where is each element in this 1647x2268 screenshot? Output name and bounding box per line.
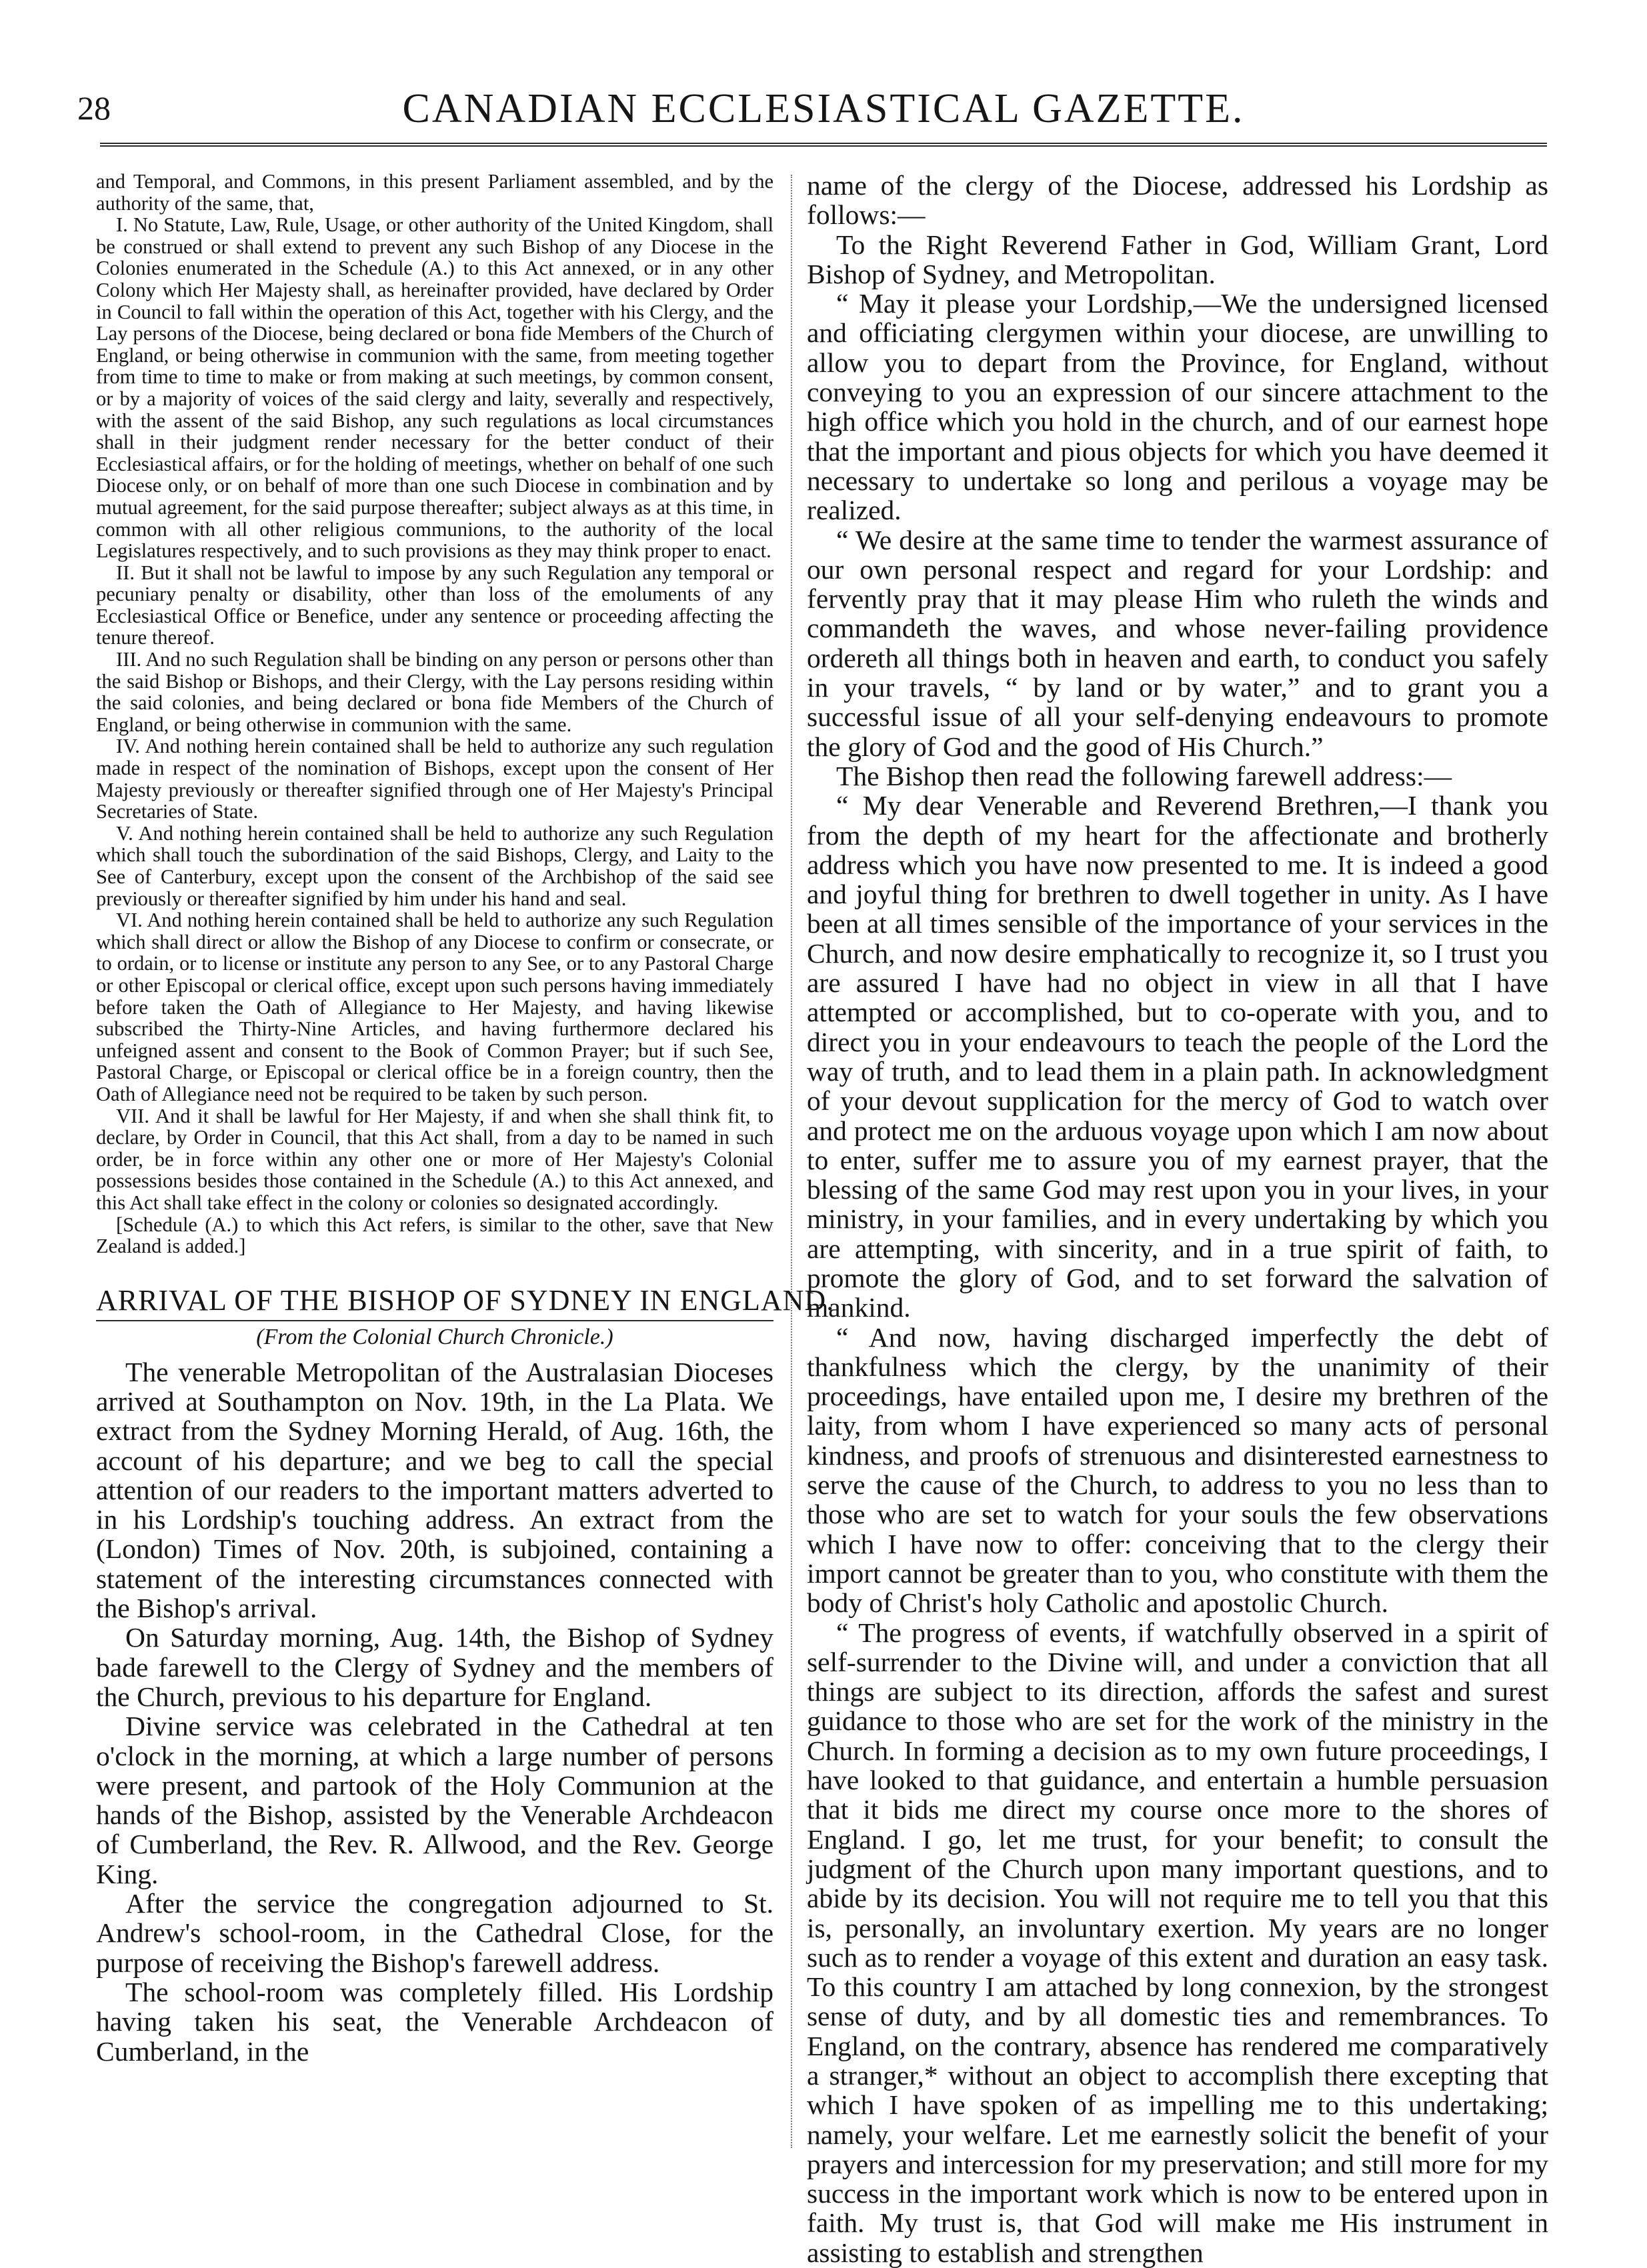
article-body	[96, 1357, 773, 2066]
act-paragraph: and Temporal, and Commons, in this present Parliament assembled, and by the authority of the same, that,	[96, 170, 773, 215]
address-salutation: To the Right Reverend Father in God, William Grant, Lord Bishop of Sydney, and Metropolitan.	[807, 229, 1548, 289]
clergy-address: “ May it please your Lordship,—We the undersigned licensed and officiating clergymen within your diocese, are unwilling to allow you to depart from the Province, for England, without conveying to you an expression of our sincere attachment to the high office which you hold in the church, and of our earnest hope that the important and pious objects for which you have deemed it necessary to undertake so long and perilous a voyage may be realized.	[807, 288, 1548, 526]
header-rule	[100, 143, 1547, 147]
left-column	[96, 170, 835, 2157]
schedule-note: [Schedule (A.) to which this Act refers, is similar to the other, save that New Zealand is added.]	[96, 1213, 773, 1258]
article-paragraph: On Saturday morning, Aug. 14th, the Bishop of Sydney bade farewell to the Clergy of Sydney and the members of the Church, previous to his departure for England.	[96, 1622, 773, 1712]
bishop-address: “ The progress of events, if watchfully observed in a spirit of self-surrender to the Divine will, and under a conviction that all things are subject to its direction, affords the safest and surest guidance to those who are set for the work of the ministry in the Church. In forming a decision as to my own future proceedings, I have looked to that guidance, and entertain a humble persuasion that it bids me direct my course once more to the shores of England. I go, let me trust, for your benefit; to consult the judgment of the Church upon many important questions, and to abide by its decision. You will not require me to tell you that this is, personally, an involuntary exertion. My years are no longer such as to render a voyage of this extent and duration an easy task. To this country I am attached by long connexion, by the strongest sense of duty, and by all domestic ties and remembrances. To England, on the contrary, absence has rendered me comparatively a stranger,* without an object to accomplish there excepting that which I have spoken of as impelling me to this undertaking; namely, your welfare. Let me earnestly solicit the benefit of your prayers and intercession for my preservation; and still more for my success in the important work which is now to be entered upon in faith. My trust is, that God will make me His instrument in assisting to establish and strengthen	[807, 1617, 1548, 2268]
act-section-2: II. But it shall not be lawful to impose by any such Regulation any temporal or pecuniary penalty or disability, other than loss of the emoluments of any Ecclesiastical Office or Benefice, under any sentence or proceeding affecting the tenure thereof.	[96, 561, 773, 649]
act-section-1: I. No Statute, Law, Rule, Usage, or other authority of the United Kingdom, shall be construed or shall extend to prevent any such Bishop of any Diocese in the Colonies enumerated in the Schedule (A.) to this Act annexed, or in any other Colony which Her Majesty shall, as hereinafter provided, have declared by Order in Council to fall within the operation of this Act, together with his Clergy, and the Lay persons of the Diocese, being declared or bona fide Members of the Church of England, or being otherwise in communion with the same, from meeting together from time to time to make or from making at such meetings, by common consent, or by a majority of voices of the said clergy and laity, severally and respectively, with the assent of the said Bishop, any such regulations as local circumstances shall in their judgment render necessary for the better conduct of their Ecclesiastical affairs, or for the holding of meetings, whether on behalf of one such Diocese only, or on behalf of more than one such Diocese in combination and by mutual agreement, for the said purpose thereafter; subject always as at this time, in common with all other religious communions, to the authority of the local Legislatures respectively, and to such provisions as they may think proper to enact.	[96, 213, 773, 563]
article-paragraph: After the service the congregation adjourned to St. Andrew's school-room, in the Cathedral Close, for the purpose of receiving the Bishop's farewell address.	[96, 1888, 773, 1978]
right-column	[807, 170, 1548, 2268]
article-paragraph: The venerable Metropolitan of the Australasian Dioceses arrived at Southampton on Nov. 19th, in the La Plata. We extract from the Sydney Morning Herald, of Aug. 16th, the account of his departure; and we beg to call the special attention of our readers to the important matters adverted to in his Lordship's touching address. An extract from the (London) Times of Nov. 20th, is subjoined, containing a statement of the interesting circumstances connected with the Bishop's arrival.	[96, 1356, 773, 1624]
article-source: (From the Colonial Church Chronicle.)	[256, 1324, 613, 1349]
act-section-6: VI. And nothing herein contained shall be held to authorize any such Regulation which shall direct or allow the Bishop of any Diocese to confirm or consecrate, or to ordain, or to license or institute any person to any See, or to any Pastoral Charge or other Episcopal or clerical office, except upon such persons having immediately before taken the Oath of Allegiance to Her Majesty, and having likewise subscribed the Thirty-Nine Articles, and having furthermore declared his unfeigned assent and consent to the Book of Common Prayer; but if such See, Pastoral Charge, or Episcopal or clerical office be in a foreign country, then the Oath of Allegiance need not be required to be taken by such person.	[96, 909, 773, 1105]
bishop-address: “ And now, having discharged imperfectly the debt of thankfulness which the clergy, by the unanimity of their proceedings, have entailed upon me, I desire my brethren of the laity, from whom I have experienced so many acts of personal kindness, and proofs of strenuous and disinterested earnestness to serve the cause of the Church, to address to you no less than to those who are set to watch for your souls the few observations which I have now to offer: conceiving that to the clergy their import cannot be greater than to you, who constitute with them the body of Christ's holy Catholic and apostolic Church.	[807, 1321, 1548, 1619]
running-title: CANADIAN ECCLESIASTICAL GAZETTE.	[402, 86, 1245, 131]
act-section-7: VII. And it shall be lawful for Her Majesty, if and when she shall think fit, to declare, by Order in Council, that this Act shall, from a day to be named in such order, be in force within any other one or more of Her Majesty's Colonial possessions besides those contained in the Schedule (A.) to this Act annexed, and this Act shall take effect in the colony or colonies so designated accordingly.	[96, 1104, 773, 1214]
article-paragraph: name of the clergy of the Diocese, addressed his Lordship as follows:—	[807, 170, 1548, 231]
page-number: 28	[77, 89, 111, 127]
article-paragraph: The Bishop then read the following farewell address:—	[836, 760, 1452, 791]
act-section-3: III. And no such Regulation shall be binding on any person or persons other than the said Bishop or Bishops, and their Clergy, with the Lay persons residing within the said colonies, and being declared or bona fide Members of the Church of England, or being otherwise in communion with the same.	[96, 648, 773, 736]
article-paragraph: Divine service was celebrated in the Cathedral at ten o'clock in the morning, at which a large number of persons were present, and partook of the Holy Communion at the hands of the Bishop, assisted by the Venerable Archdeacon of Cumberland, the Rev. R. Allwood, and the Rev. George King.	[96, 1711, 773, 1889]
act-section-4: IV. And nothing herein contained shall be held to authorize any such regulation made in respect of the nomination of Bishops, except upon the consent of Her Majesty previously or thereafter signified through one of Her Majesty's Principal Secretaries of State.	[96, 735, 773, 823]
clergy-address: “ We desire at the same time to tender the warmest assurance of our own personal respect and regard for your Lordship: and fervently pray that it may please Him who ruleth the winds and commandeth the waves, and whose never-failing providence ordereth all things both in heaven and earth, to conduct you safely in your travels, “ by land or by water,” and to grant you a successful issue of all your self-denying endeavours to promote the glory of God and the good of His Church.”	[807, 524, 1548, 762]
article-paragraph: The school-room was completely filled. His Lordship having taken his seat, the Venerable Archdeacon of Cumberland, in the	[96, 1976, 773, 2067]
act-section-5: V. And nothing herein contained shall be held to authorize any such Regulation which shall touch the subordination of the said Bishops, Clergy, and Laity to the See of Canterbury, except upon the consent of the Archbishop of the said see previously or thereafter signified by him under his hand and seal.	[96, 821, 773, 910]
bishop-address: “ My dear Venerable and Reverend Brethren,—I thank you from the depth of my heart for the affectionate and brotherly address which you have now presented to me. It is indeed a good and joyful thing for brethren to dwell together in unity. As I have been at all times sensible of the importance of your services in the Church, and now desire emphatically to recognize it, so I trust you are assured I have had no object in view in all that I have attempted or accomplished, but to co-operate with you, and to direct you in your endeavours to teach the people of the Lord the way of truth, and to lead them in a plain path. In acknowledgment of your devout supplication for the mercy of God to watch over and protect me on the arduous voyage upon which I am now about to enter, suffer me to assure you of my earnest prayer, that the blessing of the same God may rest upon you in your lives, in your ministry, in your families, and in every undertaking by which you are attempting, with sincerity, and in a true spirit of faith, to promote the glory of God, and to set forward the salvation of mankind.	[807, 790, 1548, 1323]
column-divider	[791, 175, 792, 2148]
act-text	[96, 171, 773, 1257]
article-heading: ARRIVAL OF THE BISHOP OF SYDNEY IN ENGLAND.	[96, 1283, 835, 1317]
